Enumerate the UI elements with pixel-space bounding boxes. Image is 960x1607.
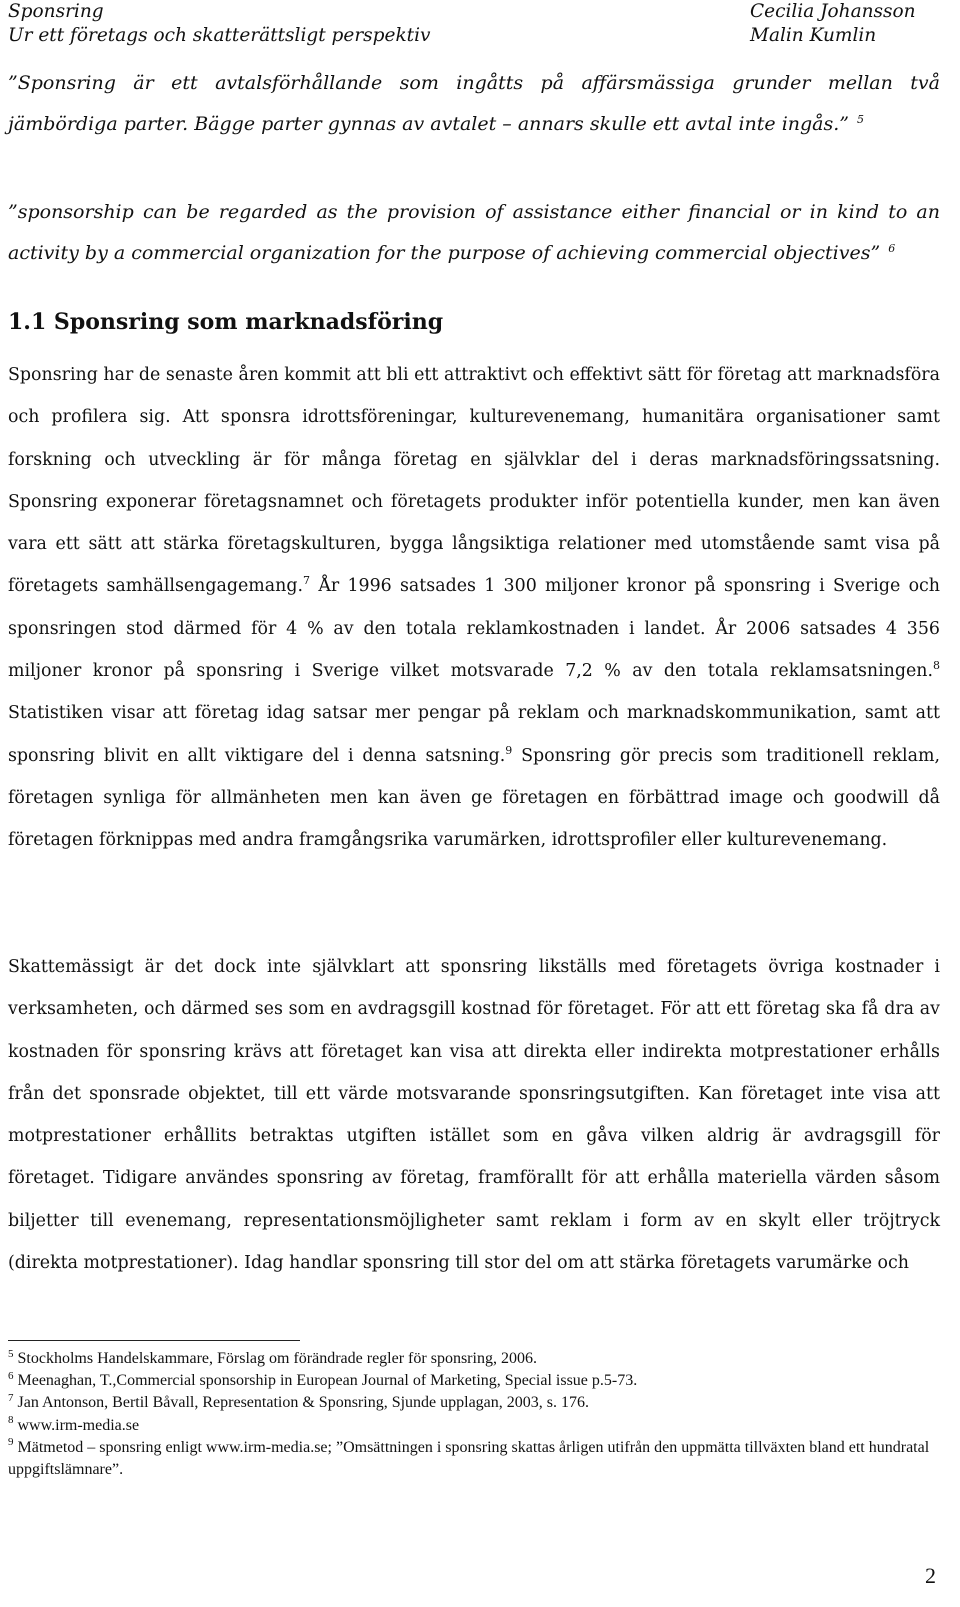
footnote-text: Jan Antonson, Bertil Båvall, Representation & Sponsring, Sjunde upplagan, 2003, s. 176. <box>17 1394 590 1412</box>
running-header <box>8 0 940 52</box>
paragraph-text: Statistiken visar att företag idag satsar mer pengar på reklam och marknadskommunikation, samt att sponsring blivit en allt viktigare del i denna satsning. <box>8 703 940 766</box>
footnote-reference: 8 <box>933 659 940 673</box>
footnote-text: www.irm-media.se <box>17 1416 140 1434</box>
footnote <box>8 1348 940 1370</box>
footnote <box>8 1415 940 1437</box>
footnote-text: Mätmetod – sponsring enligt www.irm-media.se; ”Omsättningen i sponsring skattas årligen utifrån den uppmätta tillväxten bland ett hundratal uppgiftslämnare”. <box>8 1438 930 1479</box>
footnote-text: Meenaghan, T.,Commercial sponsorship in European Journal of Marketing, Special issue p.5-73. <box>17 1372 638 1390</box>
footnote <box>8 1370 940 1392</box>
paragraph-text: Sponsring har de senaste åren kommit att bli ett attraktivt och effektivt sätt för företag att marknadsföra och profilera sig. Att sponsra idrottsföreningar, kulturevenemang, humanitära organisationer samt forskning och utveckling är för många företag en självklar del i deras marknadsföringssatsning. Sponsring exponerar företagsnamnet och företagets produkter inför potentiella kunder, men kan även vara ett sätt att stärka företagskulturen, bygga långsiktiga relationer med utomstående samt visa på företagets samhällsengagemang. <box>8 365 940 597</box>
header-left <box>8 0 430 48</box>
author-name: Malin Kumlin <box>750 25 877 46</box>
footnote-reference: 5 <box>857 112 865 126</box>
header-right <box>750 0 940 48</box>
block-quote <box>8 192 940 274</box>
footnote-number: 8 <box>8 1414 14 1427</box>
footnote-number: 5 <box>8 1347 14 1360</box>
quote-text: ”Sponsring är ett avtalsförhållande som ingåtts på affärsmässiga grunder mellan två jämbördiga parter. Bägge parter gynnas av avtalet – annars skulle ett avtal inte ingås.” <box>8 72 940 135</box>
author-name: Cecilia Johansson <box>750 1 916 22</box>
footnote-reference: 9 <box>505 743 513 757</box>
footnote-divider <box>8 1340 300 1341</box>
paragraph-text: Sponsring gör precis som traditionell reklam, företagen synliga för allmänheten men kan även ge företagen en förbättrad image och goodwill då företagen förknippas med andra framgångsrika varumärken, idrottsprofiler eller kulturevenemang. <box>8 745 941 851</box>
footnote-number: 7 <box>8 1392 14 1405</box>
quote-text: ”sponsorship can be regarded as the provision of assistance either financial or in kind to an activity by a commercial organization for the purpose of achieving commercial objectives” <box>8 201 940 264</box>
body-paragraph <box>8 354 940 862</box>
paragraph-text: År 1996 satsades 1 300 miljoner kronor på sponsring i Sverige och sponsringen stod därmed för 4 % av den totala reklamkostnaden i landet. År 2006 satsades 4 356 miljoner kronor på sponsring i Sverige vilket motsvarade 7,2 % av den totala reklamsatsningen. <box>8 576 940 682</box>
footnote <box>8 1437 940 1481</box>
document-subtitle: Ur ett företags och skatterättsligt perspektiv <box>8 25 431 46</box>
block-quote <box>8 63 940 145</box>
footnote-reference: 6 <box>888 241 896 255</box>
page-number: 2 <box>925 1563 936 1588</box>
footnote-reference: 7 <box>303 574 311 588</box>
footnote <box>8 1392 940 1414</box>
footnote-text: Stockholms Handelskammare, Förslag om förändrade regler för sponsring, 2006. <box>17 1350 537 1367</box>
footnote-number: 6 <box>8 1369 14 1382</box>
body-paragraph: Skattemässigt är det dock inte självklart att sponsring likställs med företagets övriga kostnader i verksamheten, och därmed ses som en avdragsgill kostnad för företaget. För att ett företag ska få dra av kostnaden för sponsring krävs att företaget kan visa att direkta eller indirekta motprestationer erhålls från det sponsrade objektet, till ett värde motsvarande sponsringsutgiften. Kan företaget inte visa att motprestationer erhållits betraktas utgiften istället som en gåva vilken aldrig är avdragsgill för företaget. Tidigare användes sponsring av företag, framförallt för att erhålla materiella värden såsom biljetter till evenemang, representationsmöjligheter samt reklam i form av en skylt eller tröjtryck (direkta motprestationer). Idag handlar sponsring till stor del om att stärka företagets varumärke och <box>8 957 940 1274</box>
section-heading: 1.1 Sponsring som marknadsföring <box>8 309 444 335</box>
footnotes <box>8 1348 940 1481</box>
footnote-number: 9 <box>8 1436 14 1449</box>
document-title: Sponsring <box>8 1 104 22</box>
